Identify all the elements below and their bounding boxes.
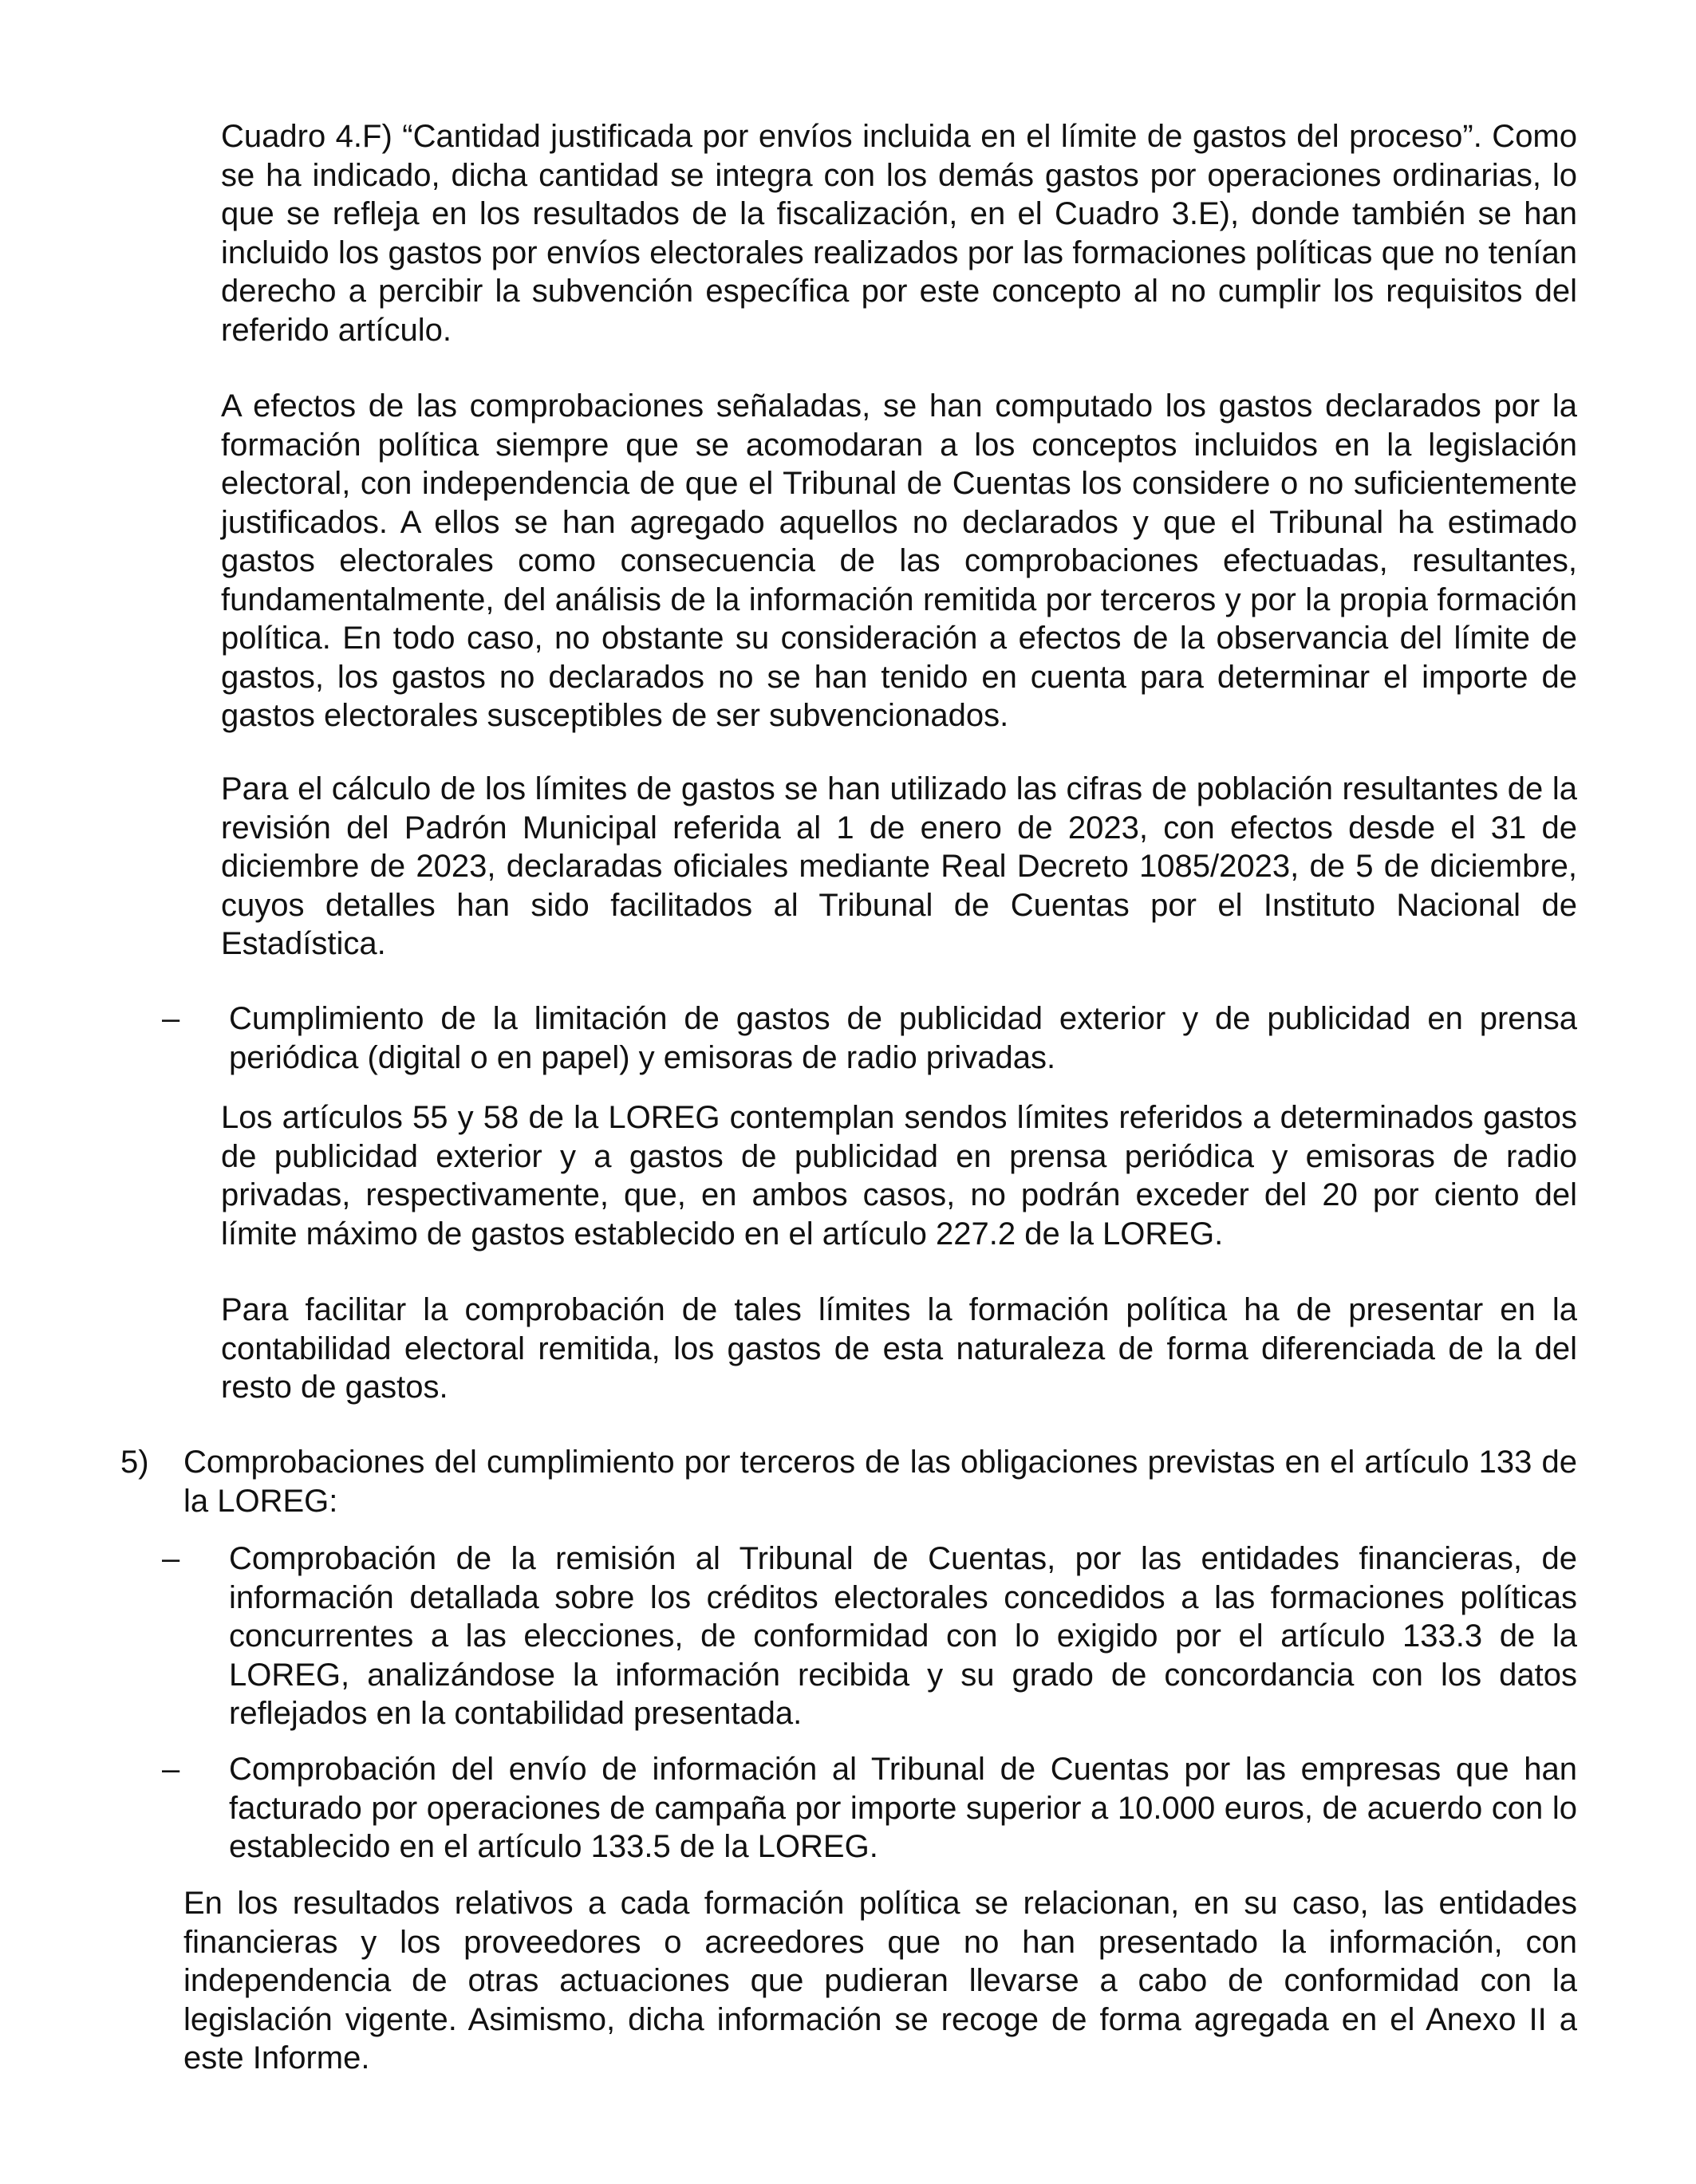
paragraph-calculo-limites: Para el cálculo de los límites de gastos se han utilizado las cifras de población resultantes de la revisión del Padrón Municipal referida al 1 de enero de 2023, con efectos desde el 31 de diciembre de 2023, declaradas oficiales mediante Real Decreto 1085/2023, de 5 de diciembre, cuyos detalles han sido facilitados al Tribunal de Cuentas por el Instituto Nacional de Estadística.: [221, 771, 1577, 961]
list-item-comprobaciones-terceros: Comprobaciones del cumplimiento por terceros de las obligaciones previstas en el artículo 133 de la LOREG:: [183, 1445, 1577, 1519]
paragraph-efectos-comprobaciones: A efectos de las comprobaciones señaladas, se han computado los gastos declarados por la formación política siempre que se acomodaran a los conceptos incluidos en la legislación electoral, con independencia de que el Tribunal de Cuentas los considere o no suficientemente justificados. A ellos se han agregado aquellos no declarados y que el Tribunal ha estimado gastos electorales como consecuencia de las comprobaciones efectuadas, resultantes, fundamentalmente, del análisis de la información remitida por terceros y por la propia formación política. En todo caso, no obstante su consideración a efectos de la observancia del límite de gastos, los gastos no declarados no se han tenido en cuenta para determinar el importe de gastos electorales susceptibles de ser subvencionados.: [221, 388, 1577, 733]
bullet-dash-marker: –: [162, 1541, 180, 1576]
list-number-marker: 5): [120, 1445, 149, 1480]
bullet-dash-marker: –: [162, 1001, 180, 1036]
paragraph-cuadro-4f: Cuadro 4.F) “Cantidad justificada por envíos incluida en el límite de gastos del proceso”. Como se ha indicado, dicha cantidad se integra con los demás gastos por operaciones ordinarias, lo que se refleja en los resultados de la fiscalización, en el Cuadro 3.E), donde también se han incluido los gastos por envíos electorales realizados por las formaciones políticas que no tenían derecho a percibir la subvención específica por este concepto al no cumplir los requisitos del referido artículo.: [221, 119, 1577, 348]
paragraph-articulos-55-58: Los artículos 55 y 58 de la LOREG contemplan sendos límites referidos a determinados gastos de publicidad exterior y a gastos de publicidad en prensa periódica y emisoras de radio privadas, respectivamente, que, en ambos casos, no podrán exceder del 20 por ciento del límite máximo de gastos establecido en el artículo 227.2 de la LOREG.: [221, 1100, 1577, 1252]
paragraph-facilitar-comprobacion: Para facilitar la comprobación de tales límites la formación política ha de presentar en la contabilidad electoral remitida, los gastos de esta naturaleza de forma diferenciada de la del resto de gastos.: [221, 1292, 1577, 1405]
paragraph-resultados-formacion: En los resultados relativos a cada formación política se relacionan, en su caso, las entidades financieras y los proveedores o acreedores que no han presentado la información, con independencia de otras actuaciones que pudieran llevarse a cabo de conformidad con la legislación vigente. Asimismo, dicha información se recoge de forma agregada en el Anexo II a este Informe.: [183, 1886, 1577, 2076]
bullet-dash-marker: –: [162, 1752, 180, 1787]
bullet-remision-entidades-financieras: Comprobación de la remisión al Tribunal de Cuentas, por las entidades financieras, de información detallada sobre los créditos electorales concedidos a las formaciones políticas concurrentes a las elecciones, de conformidad con lo exigido por el artículo 133.3 de la LOREG, analizándose la información recibida y su grado de concordancia con los datos reflejados en la contabilidad presentada.: [229, 1541, 1577, 1731]
bullet-limitacion-publicidad: Cumplimiento de la limitación de gastos de publicidad exterior y de publicidad en prensa periódica (digital o en papel) y emisoras de radio privadas.: [229, 1001, 1577, 1075]
bullet-envio-informacion-empresas: Comprobación del envío de información al Tribunal de Cuentas por las empresas que han facturado por operaciones de campaña por importe superior a 10.000 euros, de acuerdo con lo establecido en el artículo 133.5 de la LOREG.: [229, 1752, 1577, 1864]
